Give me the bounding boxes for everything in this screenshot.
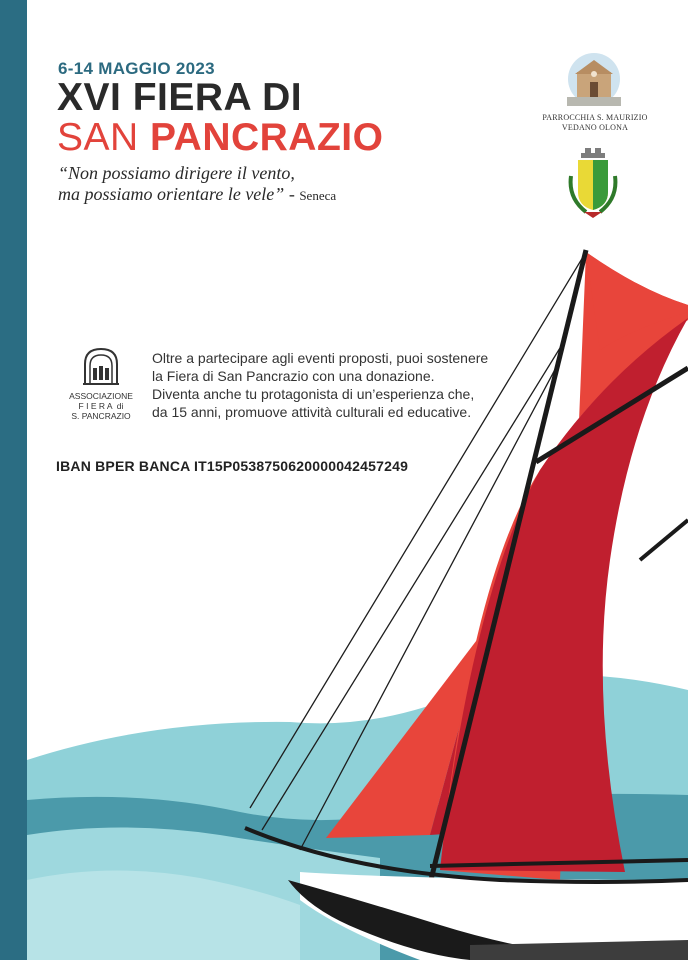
association-arch-icon <box>82 346 120 386</box>
parish-name: PARROCCHIA S. MAURIZIO VEDANO OLONA <box>542 113 648 132</box>
church-icon <box>567 52 621 106</box>
title-pancrazio: PANCRAZIO <box>150 116 384 159</box>
donation-line: la Fiera di San Pancrazio con una donazione. <box>152 368 435 384</box>
donation-line: Diventa anche tu protagonista di un’esperienza che, <box>152 386 475 402</box>
title-san: SAN <box>57 116 151 159</box>
association-name: ASSOCIAZIONE F I E R A di S. PANCRAZIO <box>69 391 133 421</box>
donation-line: Oltre a partecipare agli eventi proposti, puoi sostenere <box>152 350 489 366</box>
quote-author: Seneca <box>299 188 337 203</box>
quote-line2: ma possiamo orientare le vele” - Seneca <box>58 184 337 204</box>
municipal-crest-icon <box>566 146 620 220</box>
event-dates: 6-14 MAGGIO 2023 <box>58 59 215 78</box>
boom-right <box>640 520 688 560</box>
seneca-quote <box>58 163 336 206</box>
donation-text <box>152 349 488 421</box>
left-accent-bar <box>0 0 27 960</box>
event-title-line2 <box>57 118 383 157</box>
event-title-line1: XVI FIERA DI <box>57 76 303 119</box>
donation-line: da 15 anni, promuove attività culturali ed educative. <box>152 404 472 420</box>
iban-code: IBAN BPER BANCA IT15P0538750620000042457249 <box>56 458 409 474</box>
quote-line1: “Non possiamo dirigere il vento, <box>58 163 295 183</box>
